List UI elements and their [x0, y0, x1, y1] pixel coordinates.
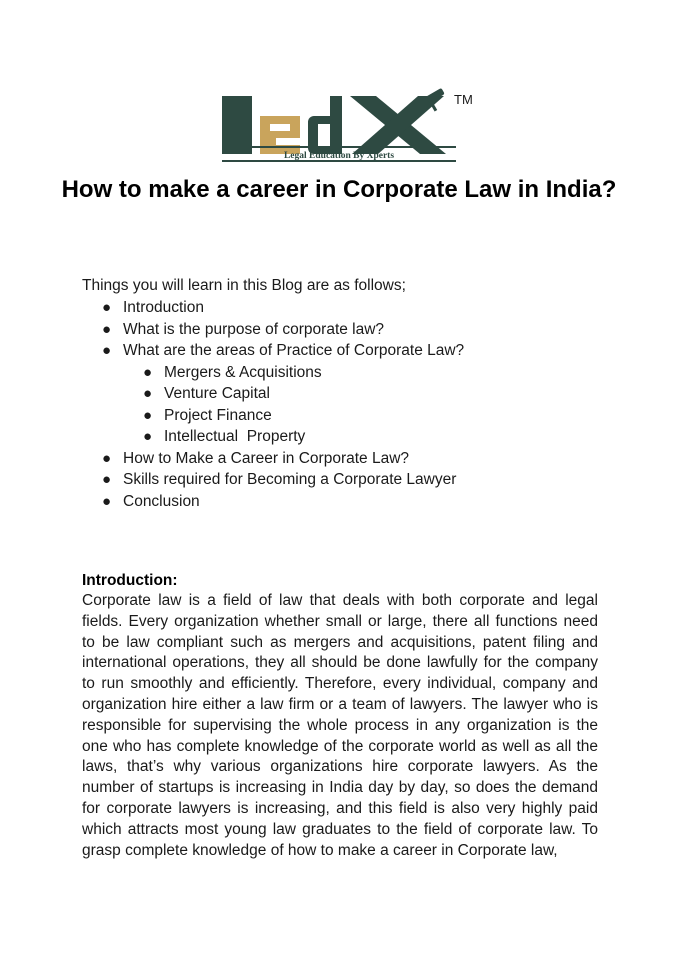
toc-subitem: ● Intellectual Property — [82, 426, 602, 448]
toc-item: ● Introduction — [82, 297, 602, 319]
trademark-symbol: TM — [454, 92, 473, 107]
bullet-icon: ● — [102, 492, 112, 510]
toc-item: ● Conclusion — [82, 491, 602, 513]
bullet-icon: ● — [102, 449, 112, 467]
bullet-icon: ● — [102, 320, 112, 338]
ledx-logo — [218, 88, 480, 166]
logo-wordmark — [218, 166, 219, 167]
bullet-icon: ● — [102, 342, 112, 359]
logo-letter-l — [222, 96, 252, 154]
logo-letter-e — [260, 116, 300, 154]
bullet-icon: ● — [143, 363, 153, 381]
introduction-heading: Introduction: — [82, 572, 178, 589]
toc-item: ● What are the areas of Practice of Corporate Law? — [82, 340, 602, 362]
toc-subitem: ● Venture Capital — [82, 383, 602, 405]
bullet-icon: ● — [143, 406, 153, 424]
toc-item: ● What is the purpose of corporate law? — [82, 319, 602, 341]
page-title: How to make a career in Corporate Law in India? — [61, 176, 617, 203]
bullet-icon: ● — [102, 471, 112, 488]
logo-tagline: Legal Education By Xperts — [283, 151, 395, 161]
toc-item: ● Skills required for Becoming a Corporate Lawyer — [82, 469, 602, 491]
bullet-icon: ● — [102, 299, 112, 316]
bullet-icon: ● — [143, 385, 153, 402]
introduction-paragraph: Corporate law is a field of law that deals with both corporate and legal fields. Every organization whether small or large, there all functions need to be law compliant such as mergers and acquisitions, patent filing and international operations, they all should be done lawfully for the company to run smoothly and efficiently. Therefore, every individual, company and organization hire either a law firm or a team of lawyers. The lawyer who is responsible for supervising the whole process in any organization is the one who has complete knowledge of the corporate world as well as all the laws, that’s why various organizations hire corporate lawyers. As the number of startups is increasing in India day by day, so does the demand for corporate lawyers is increasing, and this field is also very highly paid which attracts most young law graduates to the field of corporate law. To grasp complete knowledge of how to make a career in Corporate law, — [82, 592, 598, 859]
ledx-logo-graphic — [218, 88, 480, 166]
toc-item: ● How to Make a Career in Corporate Law? — [82, 448, 602, 470]
bullet-icon: ● — [143, 428, 153, 445]
toc-subitem: ● Mergers & Acquisitions — [82, 362, 602, 384]
toc-intro: Things you will learn in this Blog are as follows; — [82, 277, 406, 294]
toc-list — [82, 297, 602, 512]
toc-subitem: ● Project Finance — [82, 405, 602, 427]
